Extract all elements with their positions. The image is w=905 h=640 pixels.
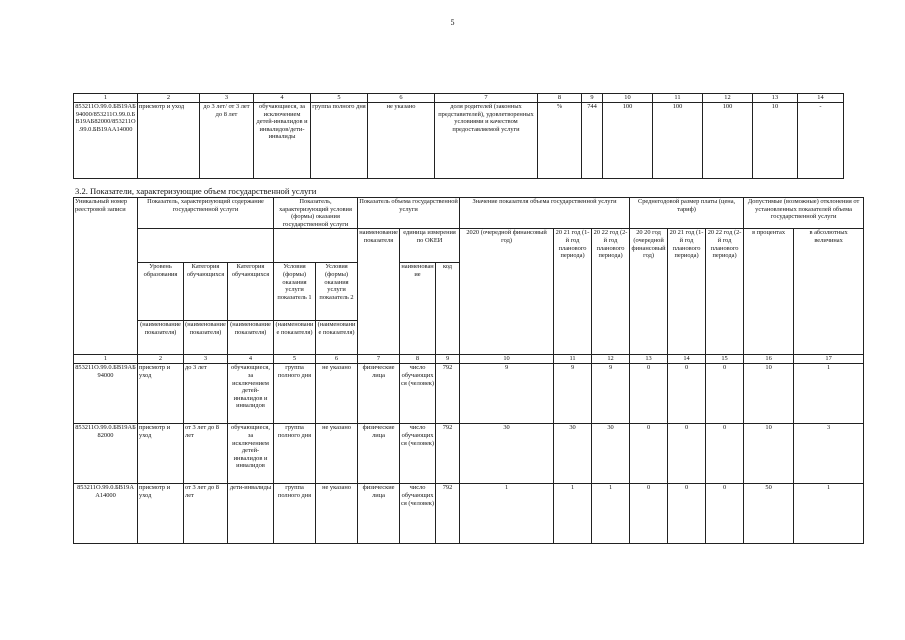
header-fee-2022: 20 22 год (2-й год планового периода) xyxy=(706,229,744,355)
col-num: 13 xyxy=(630,355,668,364)
age-group: до 3 лет/ от 3 лет до 8 лет xyxy=(200,103,254,179)
header-condition-2: Условия (формы) оказания услуги показатель 2 xyxy=(316,263,358,321)
fee-2021: 0 xyxy=(668,364,706,424)
conditions: группа полного дня xyxy=(274,424,316,484)
col-num: 4 xyxy=(254,94,311,103)
service-name: присмотр и уход xyxy=(138,424,184,484)
value-2021: 9 xyxy=(554,364,592,424)
service-name: присмотр и уход xyxy=(138,103,200,179)
section-heading: 3.2. Показатели, характеризующие объем государственной услуги xyxy=(75,186,317,196)
conditions: группа полного дня xyxy=(274,484,316,544)
quality-table xyxy=(73,93,844,179)
header-category-2: Категория обучающихся xyxy=(228,263,274,321)
registry-code: 853211О.99.0.БВ19АА14000 xyxy=(74,484,138,544)
col-num: 11 xyxy=(554,355,592,364)
deviation-absolute: - xyxy=(798,103,844,179)
fee-2020: 0 xyxy=(630,484,668,544)
student-category: дети-инвалиды xyxy=(228,484,274,544)
col-num: 1 xyxy=(74,355,138,364)
col-num: 16 xyxy=(744,355,794,364)
volume-table xyxy=(73,197,864,544)
table-row xyxy=(74,484,864,544)
not-specified: не указано xyxy=(316,364,358,424)
header-indicator-label: (наименование показателя) xyxy=(274,321,316,355)
col-num: 5 xyxy=(274,355,316,364)
student-category: обучающиеся, за исключением детей-инвалидов и инвалидов xyxy=(228,364,274,424)
table1-header-nums xyxy=(74,94,844,103)
col-num: 2 xyxy=(138,94,200,103)
col-num: 4 xyxy=(228,355,274,364)
col-num: 10 xyxy=(603,94,653,103)
header-level: Уровень образования xyxy=(138,263,184,321)
not-specified: не указано xyxy=(316,484,358,544)
col-num: 8 xyxy=(400,355,436,364)
col-num: 15 xyxy=(706,355,744,364)
deviation-absolute: 1 xyxy=(794,484,864,544)
okei-code: 792 xyxy=(436,424,460,484)
header-row xyxy=(74,198,864,229)
value-2022: 100 xyxy=(703,103,753,179)
fee-2021: 0 xyxy=(668,484,706,544)
header-unit-name: наименование xyxy=(400,263,436,355)
value-2022: 9 xyxy=(592,364,630,424)
header-absolute: в абсолютных величинах xyxy=(794,229,864,355)
value-2021: 100 xyxy=(653,103,703,179)
value-2021: 1 xyxy=(554,484,592,544)
conditions: группа полного дня xyxy=(274,364,316,424)
header-2020: 2020 (очередной финансовый год) xyxy=(460,229,554,355)
col-num: 11 xyxy=(653,94,703,103)
header-conditions: Показатель, характеризующий условия (формы) оказания государственной услуги xyxy=(274,198,358,229)
col-num: 6 xyxy=(316,355,358,364)
registry-code: 853211О.99.0.БВ19АБ94000/853211О.99.0.БВ19АБ82000/853211О.99.0.БВ19АА14000 xyxy=(74,103,138,179)
col-num: 8 xyxy=(538,94,582,103)
header-unit-code: код xyxy=(436,263,460,355)
header-2021: 20 21 год (1-й год планового периода) xyxy=(554,229,592,355)
col-num: 12 xyxy=(592,355,630,364)
col-num: 13 xyxy=(753,94,798,103)
header-content: Показатель, характеризующий содержание государственной услуги xyxy=(138,198,274,229)
indicator-name: физические лица xyxy=(358,364,400,424)
deviation-absolute: 1 xyxy=(794,364,864,424)
value-2020: 100 xyxy=(603,103,653,179)
header-condition-1: Условия (формы) оказания услуги показатель 1 xyxy=(274,263,316,321)
header-2022: 20 22 год (2-й год планового периода) xyxy=(592,229,630,355)
indicator-name: доля родителей (законных представителей), удовлетворенных условиями и качеством предоставляемой услуги xyxy=(435,103,538,179)
header-unit: единица измерения по ОКЕИ xyxy=(400,229,460,263)
col-num: 6 xyxy=(368,94,435,103)
fee-2022: 0 xyxy=(706,364,744,424)
value-2020: 9 xyxy=(460,364,554,424)
col-num: 14 xyxy=(798,94,844,103)
service-name: присмотр и уход xyxy=(138,484,184,544)
unit-name: число обучающихся (человек) xyxy=(400,484,436,544)
value-2021: 30 xyxy=(554,424,592,484)
value-2022: 30 xyxy=(592,424,630,484)
value-2020: 30 xyxy=(460,424,554,484)
value-2022: 1 xyxy=(592,484,630,544)
header-category-1: Категория обучающихся xyxy=(184,263,228,321)
col-num: 1 xyxy=(74,94,138,103)
header-fee-2020: 20 20 год (очередной финансовый год) xyxy=(630,229,668,355)
header-row xyxy=(74,229,864,263)
col-num: 3 xyxy=(184,355,228,364)
deviation-percent: 10 xyxy=(744,364,794,424)
header-fee-2021: 20 21 год (1-й год планового периода) xyxy=(668,229,706,355)
not-specified: не указано xyxy=(316,424,358,484)
col-num: 14 xyxy=(668,355,706,364)
header-value: Значение показателя объема государственной услуги xyxy=(460,198,630,229)
header-indicator-label: (наименование показателя) xyxy=(316,321,358,355)
col-num: 2 xyxy=(138,355,184,364)
indicator-name: физические лица xyxy=(358,484,400,544)
conditions: группа полного дня xyxy=(311,103,368,179)
header-indicator-label: (наименование показателя) xyxy=(184,321,228,355)
value-2020: 1 xyxy=(460,484,554,544)
registry-code: 853211О.99.0.БВ19АБ82000 xyxy=(74,424,138,484)
student-category: обучающиеся, за исключением детей-инвалидов и инвалидов xyxy=(228,424,274,484)
table-row xyxy=(74,364,864,424)
registry-code: 853211О.99.0.БВ19АБ94000 xyxy=(74,364,138,424)
header-fee: Среднегодовой размер платы (цена, тариф) xyxy=(630,198,744,229)
col-num: 7 xyxy=(358,355,400,364)
unit: % xyxy=(538,103,582,179)
fee-2022: 0 xyxy=(706,484,744,544)
fee-2020: 0 xyxy=(630,364,668,424)
col-num: 9 xyxy=(436,355,460,364)
table-row xyxy=(74,103,844,179)
indicator-name: физические лица xyxy=(358,424,400,484)
deviation-percent: 50 xyxy=(744,484,794,544)
page-number: 5 xyxy=(450,18,455,27)
unit-name: число обучающихся (человек) xyxy=(400,364,436,424)
service-name: присмотр и уход xyxy=(138,364,184,424)
okei-code: 792 xyxy=(436,484,460,544)
deviation-percent: 10 xyxy=(753,103,798,179)
deviation-absolute: 3 xyxy=(794,424,864,484)
fee-2021: 0 xyxy=(668,424,706,484)
age-group: от 3 лет до 8 лет xyxy=(184,484,228,544)
header-indicator-label: (наименование показателя) xyxy=(138,321,184,355)
col-num: 10 xyxy=(460,355,554,364)
age-group: от 3 лет до 8 лет xyxy=(184,424,228,484)
deviation-percent: 10 xyxy=(744,424,794,484)
unit-name: число обучающихся (человек) xyxy=(400,424,436,484)
header-unique-number: Уникальный номер реестровой записи xyxy=(74,198,138,355)
header-indicator-name: наименование показателя xyxy=(358,229,400,355)
col-num: 3 xyxy=(200,94,254,103)
col-num: 17 xyxy=(794,355,864,364)
age-group: до 3 лет xyxy=(184,364,228,424)
student-category: обучающиеся, за исключением детей-инвалидов и инвалидов/дети-инвалиды xyxy=(254,103,311,179)
col-num: 7 xyxy=(435,94,538,103)
okei-code: 744 xyxy=(582,103,603,179)
header-volume: Показатель объема государственной услуги xyxy=(358,198,460,229)
header-indicator-label: (наименование показателя) xyxy=(228,321,274,355)
header-deviation: Допустимые (возможные) отклонения от установленных показателей объема государственной услуги xyxy=(744,198,864,229)
col-num: 5 xyxy=(311,94,368,103)
okei-code: 792 xyxy=(436,364,460,424)
col-num: 9 xyxy=(582,94,603,103)
table2-header-nums xyxy=(74,355,864,364)
fee-2020: 0 xyxy=(630,424,668,484)
fee-2022: 0 xyxy=(706,424,744,484)
col-num: 12 xyxy=(703,94,753,103)
table-row xyxy=(74,424,864,484)
not-specified: не указано xyxy=(368,103,435,179)
header-percent: в процентах xyxy=(744,229,794,355)
